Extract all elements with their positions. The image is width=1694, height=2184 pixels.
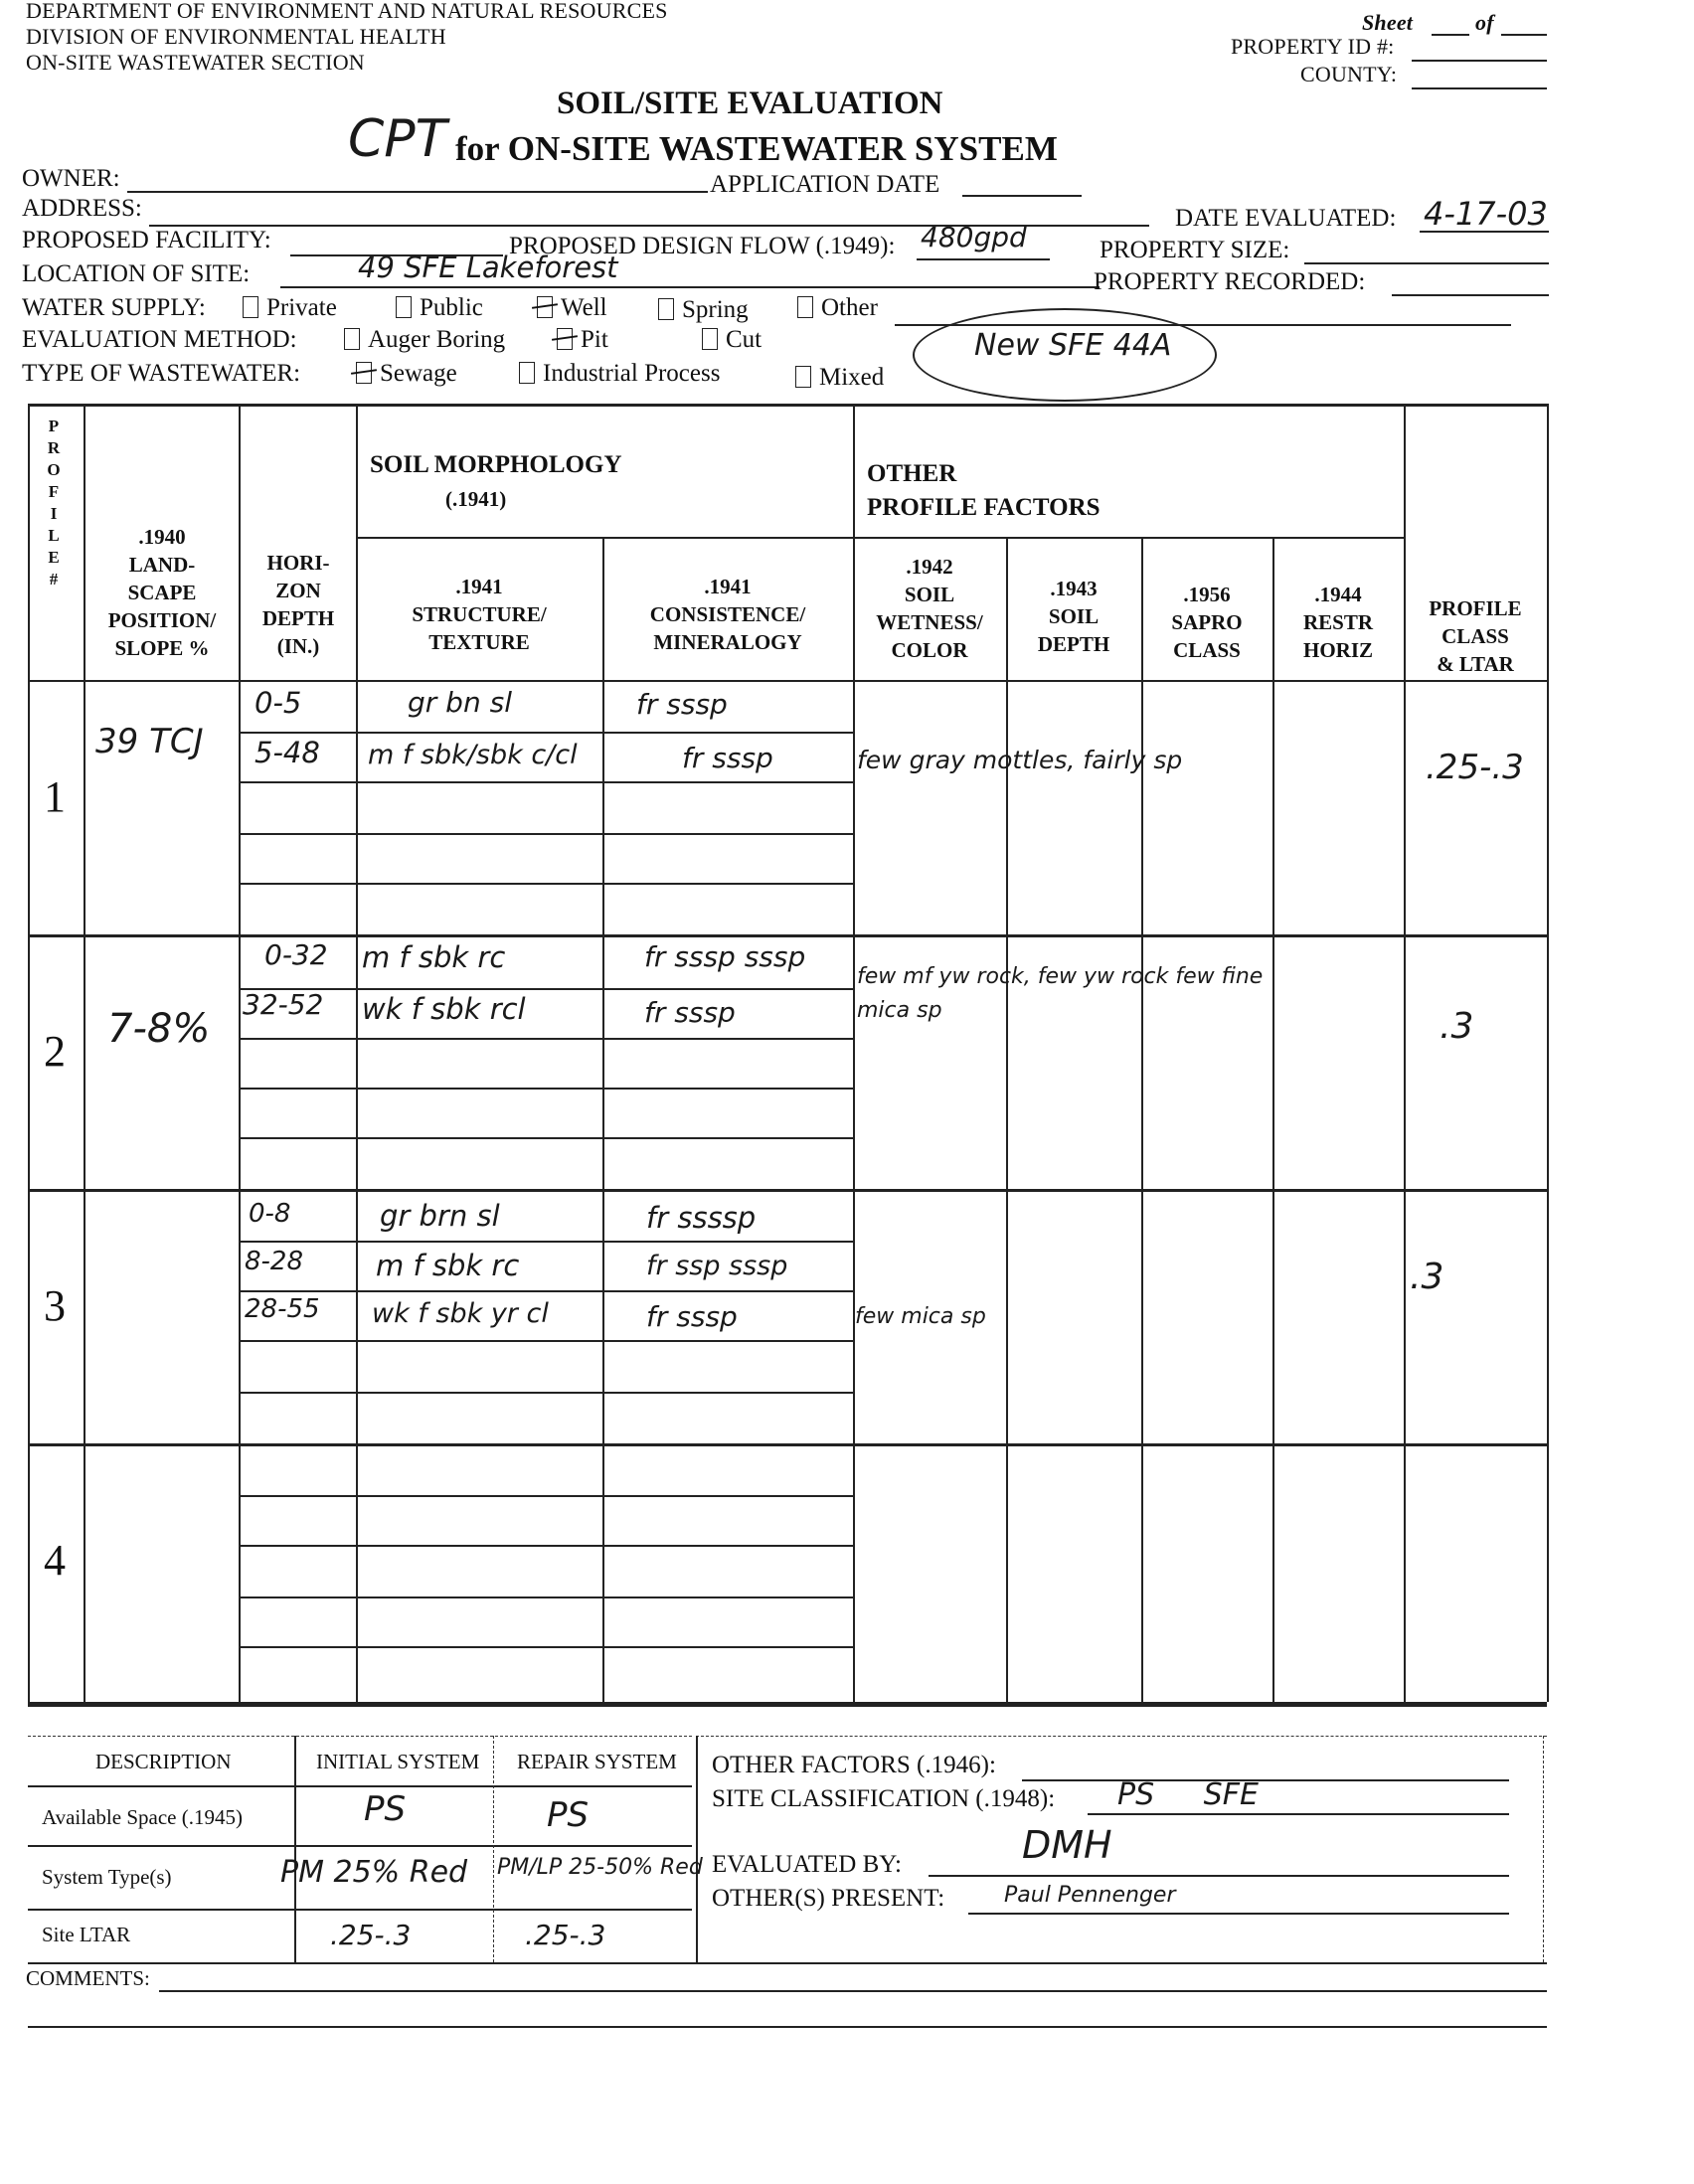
structure-value[interactable]: m f sbk rc <box>362 940 506 974</box>
consistence-header: .1941 CONSISTENCE/ MINERALOGY <box>649 575 806 654</box>
others-present-value[interactable]: Paul Pennenger <box>1004 1883 1176 1908</box>
site-classification-field[interactable] <box>1088 1813 1509 1815</box>
horizon-depth[interactable]: 0-32 <box>264 938 328 971</box>
circled-note-text: New SFE 44A <box>974 328 1172 363</box>
other-factors-field[interactable] <box>1022 1779 1509 1781</box>
location-label: LOCATION OF SITE: <box>22 260 251 287</box>
consistence-value[interactable]: fr sssp <box>644 996 736 1029</box>
horizon-depth[interactable]: 5-48 <box>254 736 320 769</box>
checkbox-icon[interactable] <box>795 366 811 388</box>
checkbox-icon[interactable] <box>344 328 360 350</box>
wastewater-sewage-option[interactable]: Sewage <box>356 360 457 388</box>
site-classification-value[interactable]: PS SFE <box>1117 1777 1259 1812</box>
profile-number: 2 <box>44 1027 66 1076</box>
county-label: COUNTY: <box>1300 62 1398 86</box>
description-header: DESCRIPTION <box>95 1750 232 1773</box>
soil-morphology-code: (.1941) <box>445 487 507 511</box>
wetness-value[interactable]: few gray mottles, fairly sp <box>857 746 1183 774</box>
wetness-header: .1942 SOIL WETNESS/ COLOR <box>876 555 983 662</box>
consistence-value[interactable]: fr ssp sssp <box>646 1251 788 1281</box>
of-label: of <box>1475 10 1494 35</box>
water-private-option[interactable]: Private <box>243 294 337 322</box>
structure-value[interactable]: wk f sbk rcl <box>362 992 526 1026</box>
evaluated-by-label: EVALUATED BY: <box>712 1851 902 1878</box>
property-recorded-label: PROPERTY RECORDED: <box>1094 268 1366 295</box>
property-size-field[interactable] <box>1304 262 1549 264</box>
horizon-depth[interactable]: 28-55 <box>245 1294 320 1324</box>
structure-value[interactable]: m f sbk rc <box>376 1249 520 1282</box>
sheet-label: Sheet <box>1362 10 1414 35</box>
system-type-label: System Type(s) <box>42 1865 172 1889</box>
site-classification-label: SITE CLASSIFICATION (.1948): <box>712 1785 1056 1812</box>
form-title: SOIL/SITE EVALUATION <box>557 85 943 121</box>
other-factors-header: OTHER PROFILE FACTORS <box>867 460 1101 521</box>
comments-field[interactable] <box>159 1990 1547 1992</box>
wastewater-mixed-option[interactable]: Mixed <box>795 364 884 392</box>
restr-header: .1944 RESTR HORIZ <box>1302 583 1374 662</box>
design-flow-label: PROPOSED DESIGN FLOW (.1949): <box>509 233 896 259</box>
location-field[interactable] <box>280 286 1100 288</box>
checkbox-icon[interactable] <box>396 296 412 318</box>
wetness-value[interactable]: few mf yw rock, few yw rock few fine mica sp <box>857 964 1264 1023</box>
others-present-label: OTHER(S) PRESENT: <box>712 1885 945 1912</box>
site-ltar-repair[interactable]: .25-.3 <box>525 1919 606 1951</box>
water-spring-option[interactable]: Spring <box>658 296 749 324</box>
available-space-repair[interactable]: PS <box>547 1795 590 1835</box>
checked-checkbox-icon[interactable] <box>356 362 372 384</box>
wastewater-label: TYPE OF WASTEWATER: <box>22 360 301 387</box>
property-id-field[interactable] <box>1412 60 1547 62</box>
method-auger-option[interactable]: Auger Boring <box>344 326 505 354</box>
water-well-option[interactable]: Well <box>537 294 607 322</box>
application-date-label: APPLICATION DATE <box>710 171 940 198</box>
profile-number: 3 <box>44 1281 66 1330</box>
other-factors-label: OTHER FACTORS (.1946): <box>712 1752 996 1778</box>
method-cut-option[interactable]: Cut <box>702 326 762 354</box>
horizon-depth[interactable]: 8-28 <box>245 1247 304 1276</box>
evaluated-by-value[interactable]: DMH <box>1022 1823 1112 1867</box>
structure-value[interactable]: gr bn sl <box>408 686 512 719</box>
system-type-repair[interactable]: PM/LP 25-50% Red <box>497 1855 703 1880</box>
owner-label: OWNER: <box>22 165 120 192</box>
design-flow-value[interactable]: 480gpd <box>921 221 1027 253</box>
structure-value[interactable]: gr brn sl <box>380 1199 500 1233</box>
structure-header: .1941 STRUCTURE/ TEXTURE <box>412 575 547 654</box>
profile-class-value[interactable]: .3 <box>1440 1006 1474 1047</box>
wetness-value[interactable]: few mica sp <box>855 1304 986 1329</box>
available-space-label: Available Space (.1945) <box>42 1805 243 1829</box>
checkbox-icon[interactable] <box>702 328 718 350</box>
checked-checkbox-icon[interactable] <box>557 328 573 350</box>
section-name: ON-SITE WASTEWATER SECTION <box>26 50 365 75</box>
site-ltar-label: Site LTAR <box>42 1923 131 1946</box>
date-evaluated-value[interactable]: 4-17-03 <box>1424 195 1548 233</box>
others-present-field[interactable] <box>968 1913 1509 1915</box>
checkbox-icon[interactable] <box>797 296 813 318</box>
consistence-value[interactable]: fr sssp <box>646 1300 738 1333</box>
horizon-header: HORI- ZON DEPTH (IN.) <box>261 551 335 658</box>
checkbox-icon[interactable] <box>243 296 258 318</box>
wastewater-industrial-option[interactable]: Industrial Process <box>519 360 720 388</box>
landscape-header: .1940 LAND- SCAPE POSITION/ SLOPE % <box>107 525 217 660</box>
department-name: DEPARTMENT OF ENVIRONMENT AND NATURAL RESOURCES <box>26 0 668 23</box>
checkbox-icon[interactable] <box>658 298 674 320</box>
water-other-option[interactable]: Other <box>797 294 878 322</box>
water-public-option[interactable]: Public <box>396 294 483 322</box>
sapro-header: .1956 SAPRO CLASS <box>1171 583 1243 662</box>
profile-class-header: PROFILE CLASS & LTAR <box>1429 596 1522 676</box>
system-type-initial[interactable]: PM 25% Red <box>280 1855 468 1890</box>
structure-value[interactable]: wk f sbk yr cl <box>372 1298 549 1329</box>
available-space-initial[interactable]: PS <box>364 1789 407 1829</box>
consistence-value[interactable]: fr sssp <box>636 688 728 721</box>
profile-number: 4 <box>44 1536 66 1585</box>
property-size-label: PROPERTY SIZE: <box>1100 237 1290 263</box>
method-pit-option[interactable]: Pit <box>557 326 608 354</box>
landscape-value[interactable]: 7-8% <box>107 1006 211 1052</box>
profile-class-value[interactable]: .3 <box>1410 1257 1444 1297</box>
consistence-value[interactable]: fr sssp sssp <box>644 940 806 973</box>
checkbox-icon[interactable] <box>519 362 535 384</box>
landscape-value[interactable]: 39 TCJ <box>95 722 204 761</box>
evaluated-by-field[interactable] <box>929 1875 1509 1877</box>
profile-column-header: P R O F I L E # <box>47 417 61 588</box>
county-field[interactable] <box>1412 87 1547 89</box>
initial-system-header: INITIAL SYSTEM <box>316 1750 480 1773</box>
soil-depth-header: .1943 SOIL DEPTH <box>1037 577 1110 656</box>
proposed-facility-label: PROPOSED FACILITY: <box>22 227 271 253</box>
checked-checkbox-icon[interactable] <box>537 296 553 318</box>
site-ltar-initial[interactable]: .25-.3 <box>330 1919 412 1951</box>
evaluation-method-label: EVALUATION METHOD: <box>22 326 297 353</box>
application-date-field[interactable] <box>962 195 1082 197</box>
form-subtitle: for ON-SITE WASTEWATER SYSTEM <box>455 129 1058 168</box>
consistence-value[interactable]: fr ssssp <box>646 1201 757 1235</box>
handwritten-prefix: CPT <box>348 109 447 169</box>
location-value[interactable]: 49 SFE Lakeforest <box>358 251 618 284</box>
consistence-value[interactable]: fr sssp <box>682 742 773 774</box>
property-recorded-field[interactable] <box>1392 294 1549 296</box>
structure-value[interactable]: m f sbk/sbk c/cl <box>368 740 578 770</box>
soil-morphology-header: SOIL MORPHOLOGY <box>370 451 622 478</box>
owner-field[interactable] <box>127 191 708 193</box>
water-supply-label: WATER SUPPLY: <box>22 294 206 321</box>
horizon-depth[interactable]: 32-52 <box>243 988 324 1021</box>
address-label: ADDRESS: <box>22 195 142 222</box>
horizon-depth[interactable]: 0-5 <box>254 686 302 720</box>
horizon-depth[interactable]: 0-8 <box>249 1199 291 1229</box>
property-id-label: PROPERTY ID #: <box>1231 34 1395 59</box>
date-evaluated-label: DATE EVALUATED: <box>1175 205 1397 232</box>
comments-label: COMMENTS: <box>26 1966 150 1990</box>
profile-class-value[interactable]: .25-.3 <box>1426 748 1524 787</box>
repair-system-header: REPAIR SYSTEM <box>517 1750 677 1773</box>
profile-number: 1 <box>44 772 66 821</box>
division-name: DIVISION OF ENVIRONMENTAL HEALTH <box>26 24 446 49</box>
